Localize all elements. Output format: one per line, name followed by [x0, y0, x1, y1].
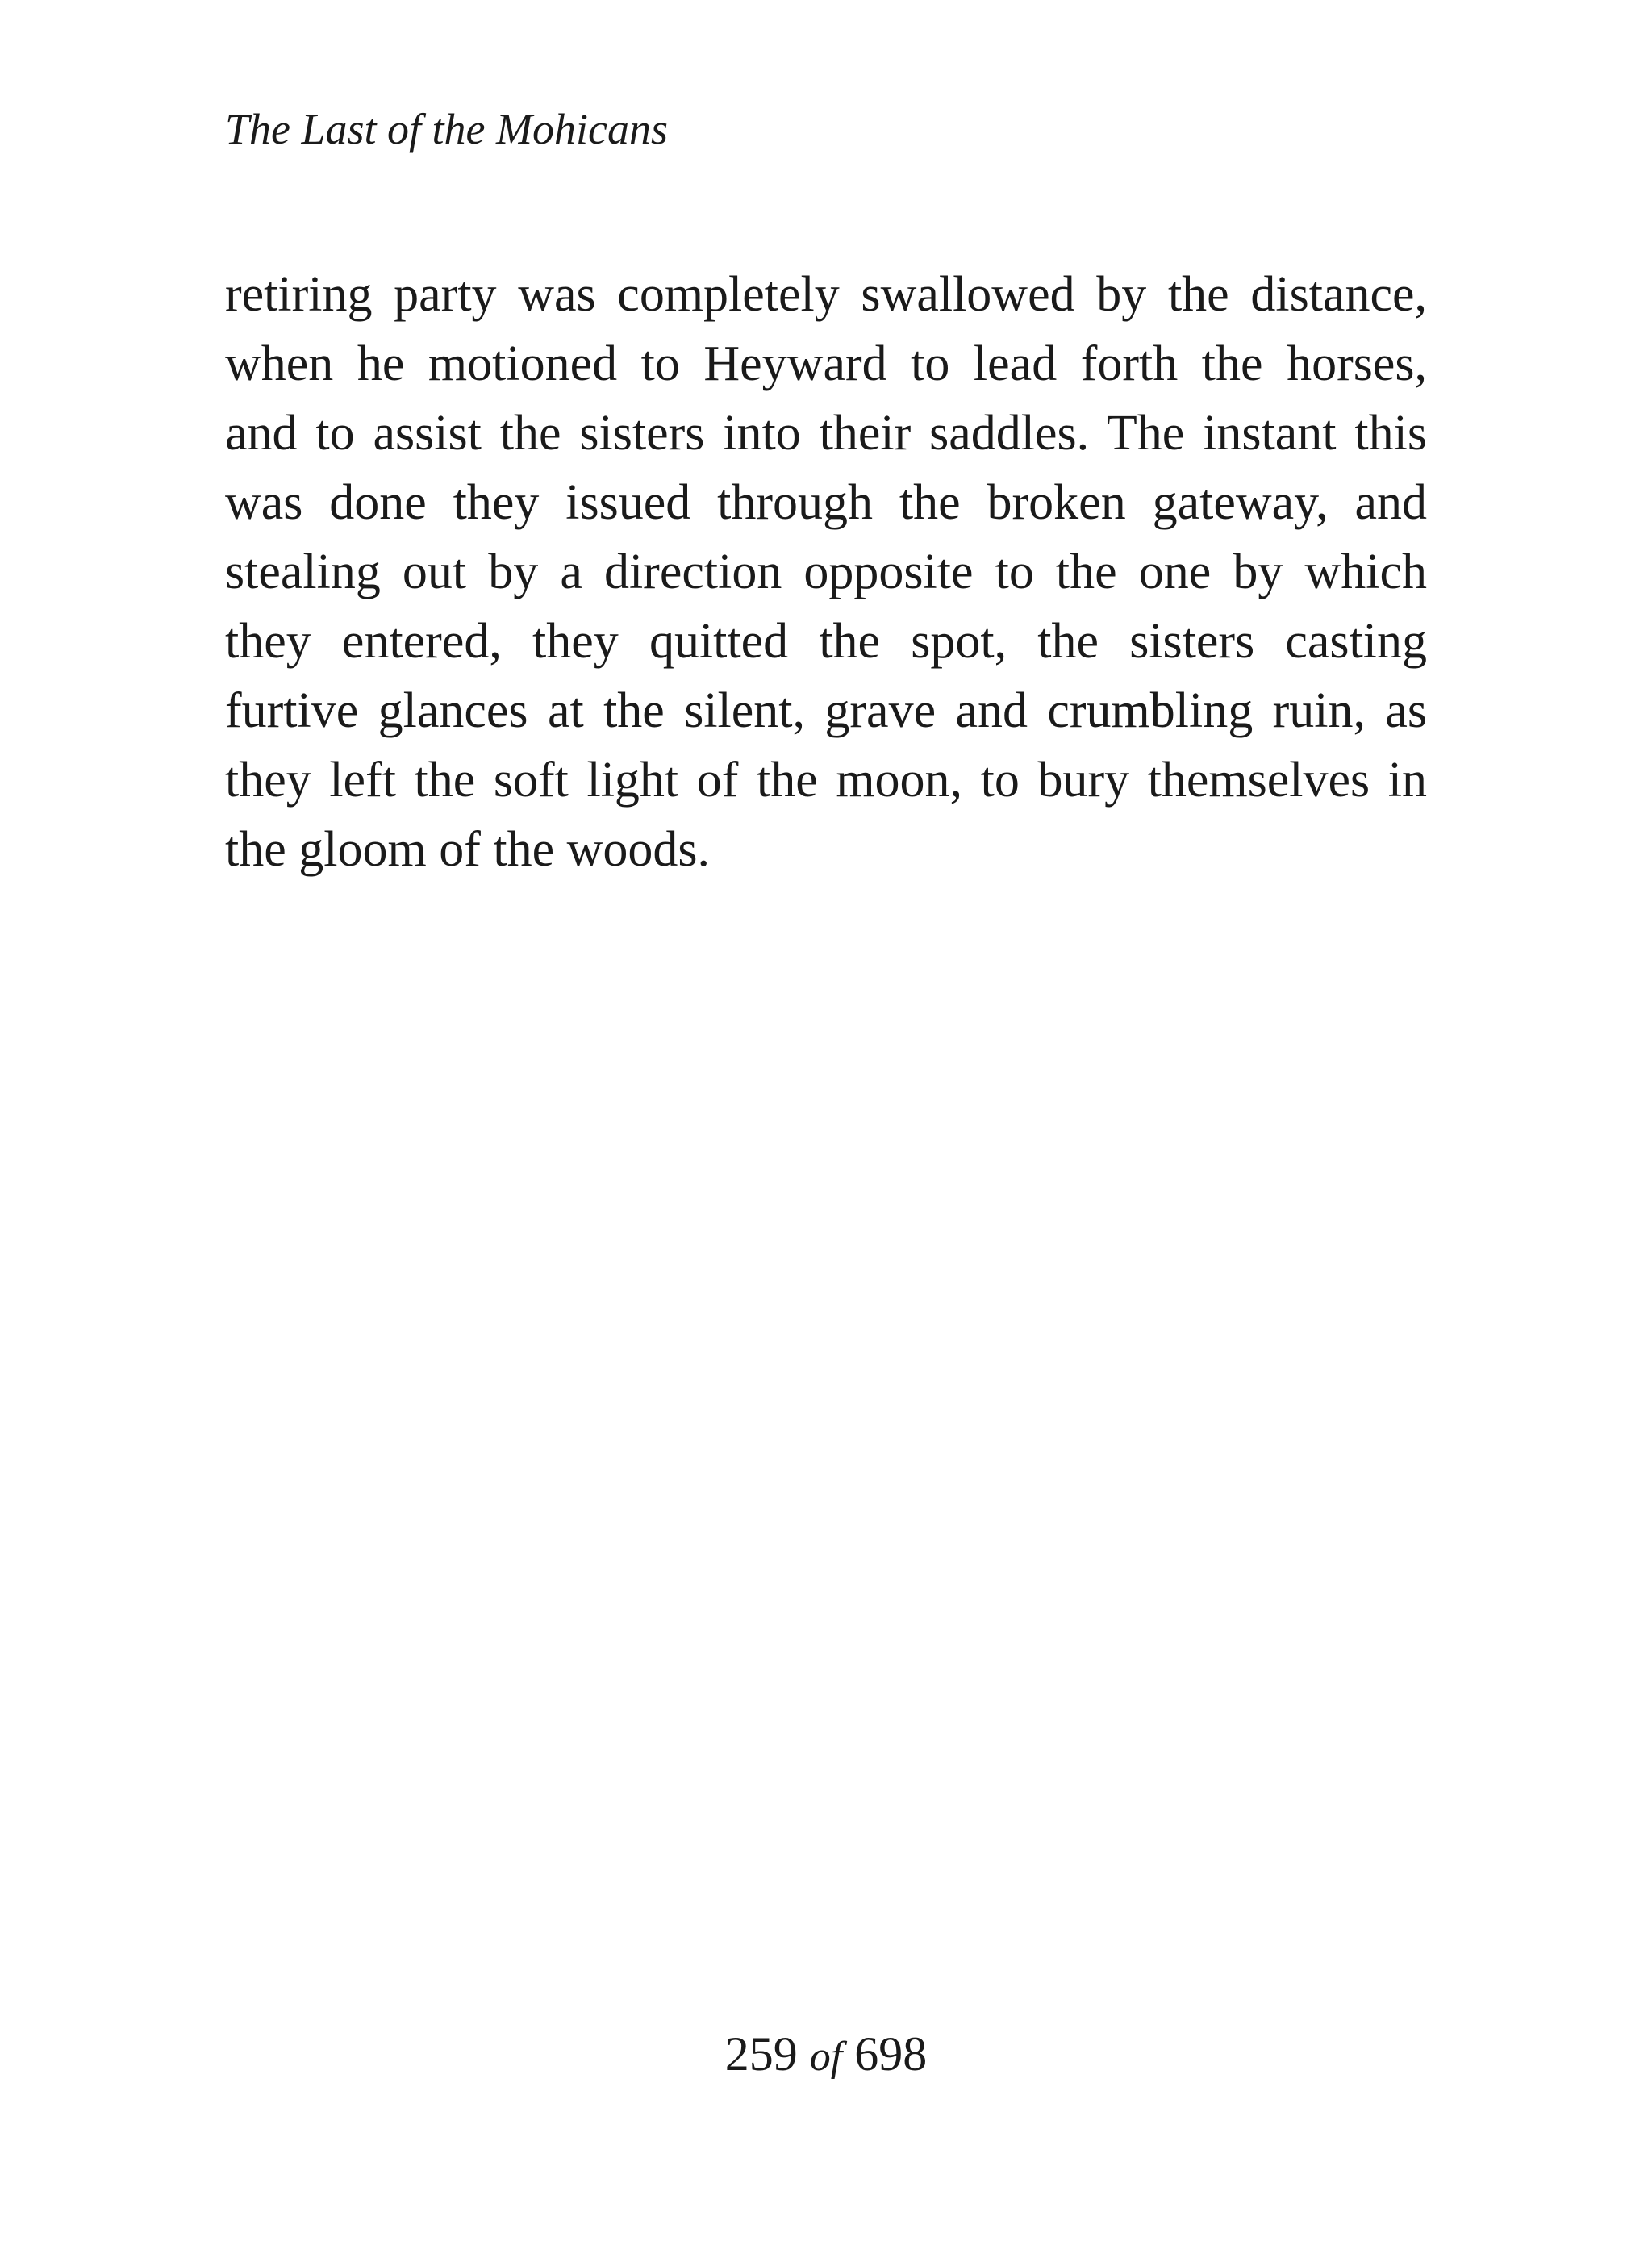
- page-of: of: [809, 2034, 843, 2080]
- running-head: The Last of the Mohicans: [225, 105, 668, 153]
- text-line: retiring party was completely swallowed by the distance,: [225, 267, 1427, 322]
- page-total: 698: [854, 2027, 928, 2081]
- page-number: [0, 2025, 1652, 2083]
- text-line: the gloom of the woods.: [225, 822, 710, 877]
- text-line: stealing out by a direction opposite to the one by which: [225, 545, 1427, 599]
- text-line: when he motioned to Heyward to lead forth the horses,: [225, 336, 1427, 391]
- text-line: furtive glances at the silent, grave and crumbling ruin, as: [225, 683, 1427, 738]
- text-line: was done they issued through the broken gateway, and: [225, 475, 1427, 530]
- text-line: they entered, they quitted the spot, the sisters casting: [225, 614, 1427, 669]
- text-line: and to assist the sisters into their saddles. The instant this: [225, 406, 1427, 461]
- body-text: [225, 260, 1427, 884]
- page-current: 259: [724, 2027, 798, 2081]
- text-line: they left the soft light of the moon, to bury themselves in: [225, 753, 1427, 808]
